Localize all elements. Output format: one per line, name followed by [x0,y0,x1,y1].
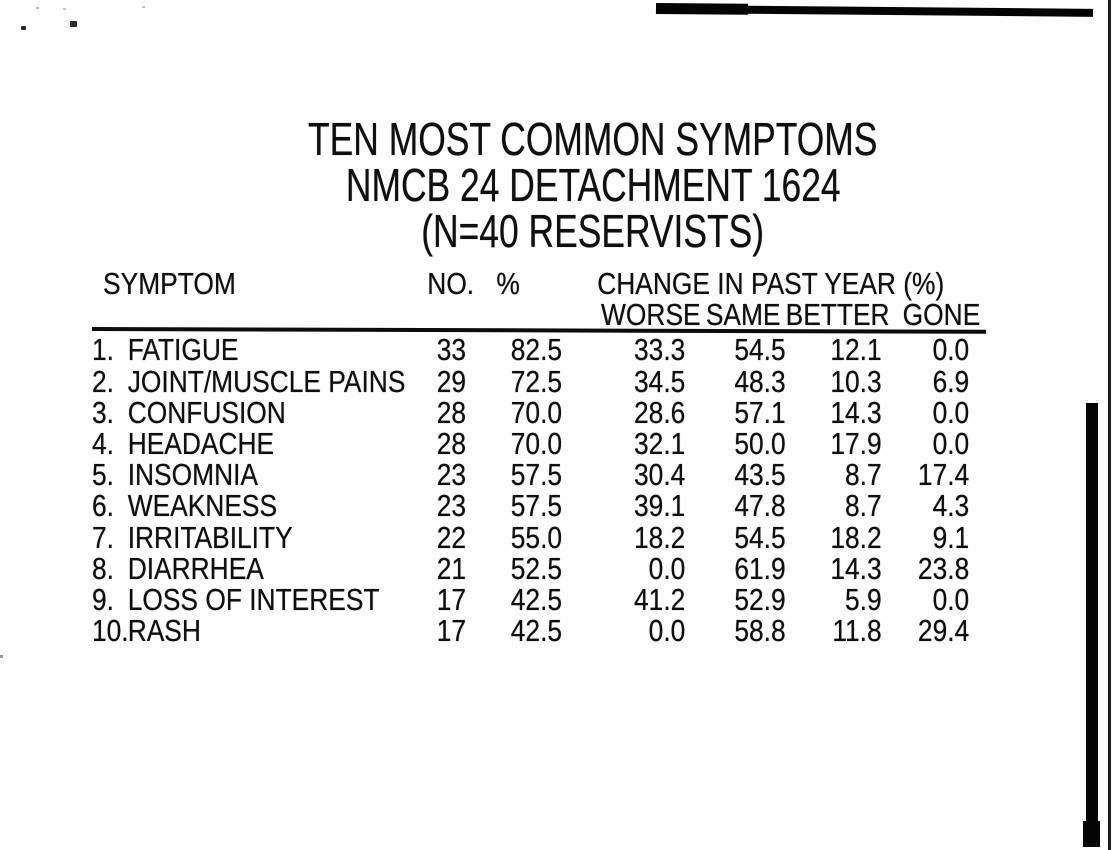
no-cell: 22 [436,519,467,555]
rank-cell: 5. [92,457,114,493]
gone-cell: 4.3 [932,488,970,524]
percent-column-header: % [496,266,520,301]
table-row [92,397,969,428]
symptom-cell: HEADACHE [127,426,275,462]
pct-cell: 57.5 [510,488,563,524]
scan-speck-icon [63,8,66,10]
rank-cell: 1. [92,332,114,368]
worse-cell: 32.1 [634,426,686,462]
pct-cell: 52.5 [510,550,563,586]
scan-speck-icon [21,26,26,30]
same-cell: 61.9 [734,550,786,586]
gone-cell: 0.0 [932,426,970,462]
scan-speck-icon [142,6,145,8]
no-cell: 23 [436,457,467,493]
same-column-header: SAME [705,297,781,333]
table-row [92,366,969,397]
better-cell: 18.2 [830,519,882,555]
better-cell: 8.7 [845,488,882,524]
pct-cell: 70.0 [510,394,563,430]
symptom-cell: DIARRHEA [127,550,264,586]
symptom-cell: LOSS OF INTEREST [127,582,380,618]
better-cell: 10.3 [830,363,882,399]
worse-cell: 28.6 [634,394,686,430]
symptom-cell: IRRITABILITY [127,519,293,555]
table-row [92,615,969,646]
same-cell: 50.0 [734,426,786,462]
worse-cell: 18.2 [634,519,686,555]
no-cell: 17 [436,582,467,618]
same-cell: 48.3 [734,363,786,399]
same-cell: 58.8 [734,613,786,649]
symptom-cell: FATIGUE [127,332,239,368]
no-column-header: NO. [427,266,475,301]
pct-cell: 42.5 [510,613,563,649]
rank-cell: 2. [92,363,114,399]
page-edge-line [1108,0,1111,850]
better-cell: 14.3 [830,550,882,586]
scan-streak-top-thick-icon [656,3,748,15]
better-cell: 17.9 [830,426,882,462]
worse-cell: 30.4 [634,457,686,493]
same-cell: 43.5 [734,457,786,493]
rank-cell: 9. [92,582,114,618]
worse-cell: 33.3 [634,332,686,368]
rank-cell: 3. [92,394,114,430]
title-line-2: NMCB 24 DETACHMENT 1624 [345,159,841,211]
gone-cell: 0.0 [932,394,970,430]
worse-cell: 39.1 [634,488,686,524]
symptom-cell: RASH [127,613,201,649]
worse-column-header: WORSE [601,297,701,333]
scan-speck-icon [36,7,39,9]
symptom-cell: INSOMNIA [127,457,259,493]
rank-cell: 4. [92,426,114,462]
table-row [92,330,969,365]
header-row-sub [92,299,969,330]
table-row [92,553,969,584]
pct-cell: 82.5 [510,332,563,368]
same-cell: 52.9 [734,582,786,618]
better-cell: 11.8 [832,613,882,649]
rank-cell: 10. [92,613,129,649]
no-cell: 21 [436,550,467,586]
better-cell: 14.3 [830,394,882,430]
better-cell: 5.9 [845,582,882,618]
gone-cell: 9.1 [932,519,970,555]
scan-speck-icon [70,21,77,27]
title-line-3: (N=40 RESERVISTS) [421,205,765,257]
better-column-header: BETTER [785,297,890,333]
gone-cell: 29.4 [917,613,970,649]
rank-cell: 7. [92,519,114,555]
header-row-main [92,268,969,299]
gone-cell: 23.8 [917,550,970,586]
pct-cell: 70.0 [510,426,563,462]
worse-cell: 41.2 [634,582,686,618]
scan-streak-right-icon [1086,403,1098,824]
worse-cell: 34.5 [634,363,686,399]
gone-cell: 0.0 [932,582,970,618]
better-cell: 12.1 [830,332,882,368]
same-cell: 54.5 [734,332,786,368]
gone-column-header: GONE [902,297,981,333]
table-row [92,584,969,615]
no-cell: 28 [436,394,467,430]
same-cell: 57.1 [734,394,786,430]
rank-cell: 8. [92,550,114,586]
table-row [92,428,969,459]
table-row [92,522,969,553]
no-cell: 28 [436,426,467,462]
gone-cell: 6.9 [932,363,970,399]
no-cell: 33 [436,332,467,368]
gone-cell: 17.4 [917,457,970,493]
header-spacer [92,299,562,330]
gone-cell: 0.0 [932,332,970,368]
same-cell: 54.5 [734,519,786,555]
symptom-cell: CONFUSION [127,394,286,430]
symptom-cell: JOINT/MUSCLE PAINS [127,363,406,399]
table-body [92,330,970,649]
rank-cell: 6. [92,488,114,524]
pct-cell: 72.5 [510,363,563,399]
same-cell: 47.8 [734,488,786,524]
no-cell: 29 [436,363,467,399]
no-cell: 23 [436,488,467,524]
pct-cell: 55.0 [510,519,563,555]
symptom-cell: WEAKNESS [127,488,278,524]
symptom-column-header: SYMPTOM [103,266,236,301]
table-row [92,459,969,490]
scan-speck-icon [0,655,3,658]
symptom-table [92,266,981,649]
table-row [92,490,969,521]
change-in-past-year-header: CHANGE IN PAST YEAR (%) [597,266,945,301]
page-title [93,113,1093,257]
pct-cell: 57.5 [510,457,563,493]
scan-streak-right-foot-icon [1083,821,1100,847]
worse-cell: 0.0 [648,613,686,649]
table-header [92,266,981,333]
pct-cell: 42.5 [510,582,563,618]
title-line-1: TEN MOST COMMON SYMPTOMS [308,113,878,165]
worse-cell: 0.0 [648,550,686,586]
no-cell: 17 [436,613,467,649]
better-cell: 8.7 [845,457,882,493]
